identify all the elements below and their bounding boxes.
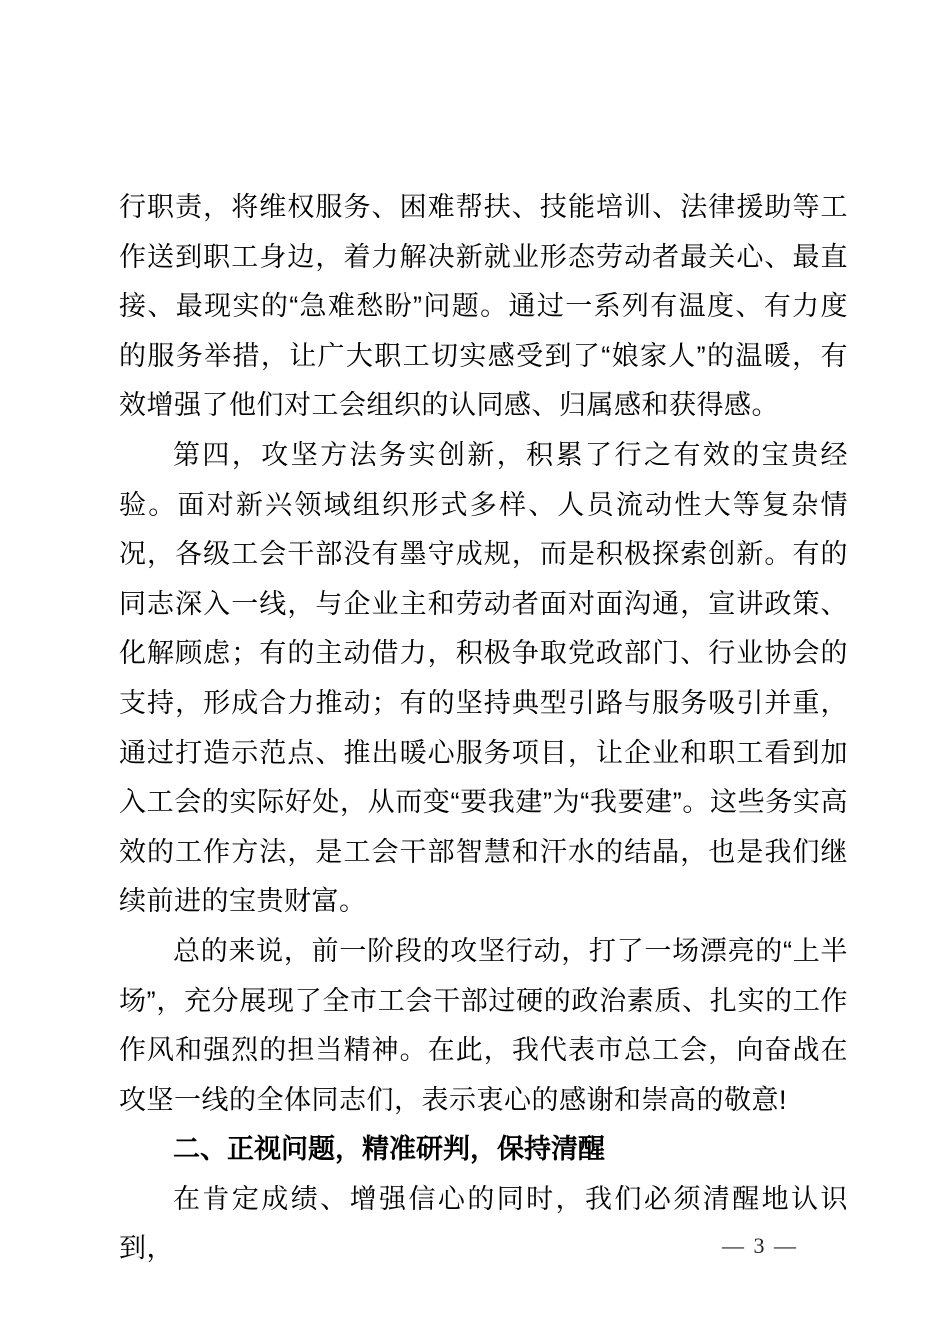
document-paragraph: 第四，攻坚方法务实创新，积累了行之有效的宝贵经验。面对新兴领域组织形式多样、人员流动性大等复杂情况，各级工会干部没有墨守成规，而是积极探索创新。有的同志深入一线，与企业主和劳动者面对面沟通，宣讲政策、化解顾虑；有的主动借力，积极争取党政部门、行业协会的支持，形成合力推动；有的坚持典型引路与服务吸引并重，通过打造示范点、推出暖心服务项目，让企业和职工看到加入工会的实际好处，从而变“要我建”为“我要建”。这些务实高效的工作方法，是工会干部智慧和汗水的结晶，也是我们继续前进的宝贵财富。	[119, 439, 848, 917]
document-paragraph: 总的来说，前一阶段的攻坚行动，打了一场漂亮的“上半场”，充分展现了全市工会干部过硬的政治素质、扎实的工作作风和强烈的担当精神。在此，我代表市总工会，向奋战在攻坚一线的全体同志们，表示衷心的感谢和崇高的敬意!	[119, 935, 848, 1115]
document-body	[119, 183, 848, 1274]
section-heading: 二、正视问题，精准研判，保持清醒	[173, 1134, 605, 1165]
document-paragraph: 行职责，将维权服务、困难帮扶、技能培训、法律援助等工作送到职工身边，着力解决新就业形态劳动者最关心、最直接、最现实的“急难愁盼”问题。通过一系列有温度、有力度的服务举措，让广大职工切实感受到了“娘家人”的温暖，有效增强了他们对工会组织的认同感、归属感和获得感。	[119, 192, 848, 421]
page-number: — 3 —	[722, 1233, 798, 1258]
document-paragraph: 在肯定成绩、增强信心的同时，我们必须清醒地认识到，	[119, 1183, 848, 1264]
